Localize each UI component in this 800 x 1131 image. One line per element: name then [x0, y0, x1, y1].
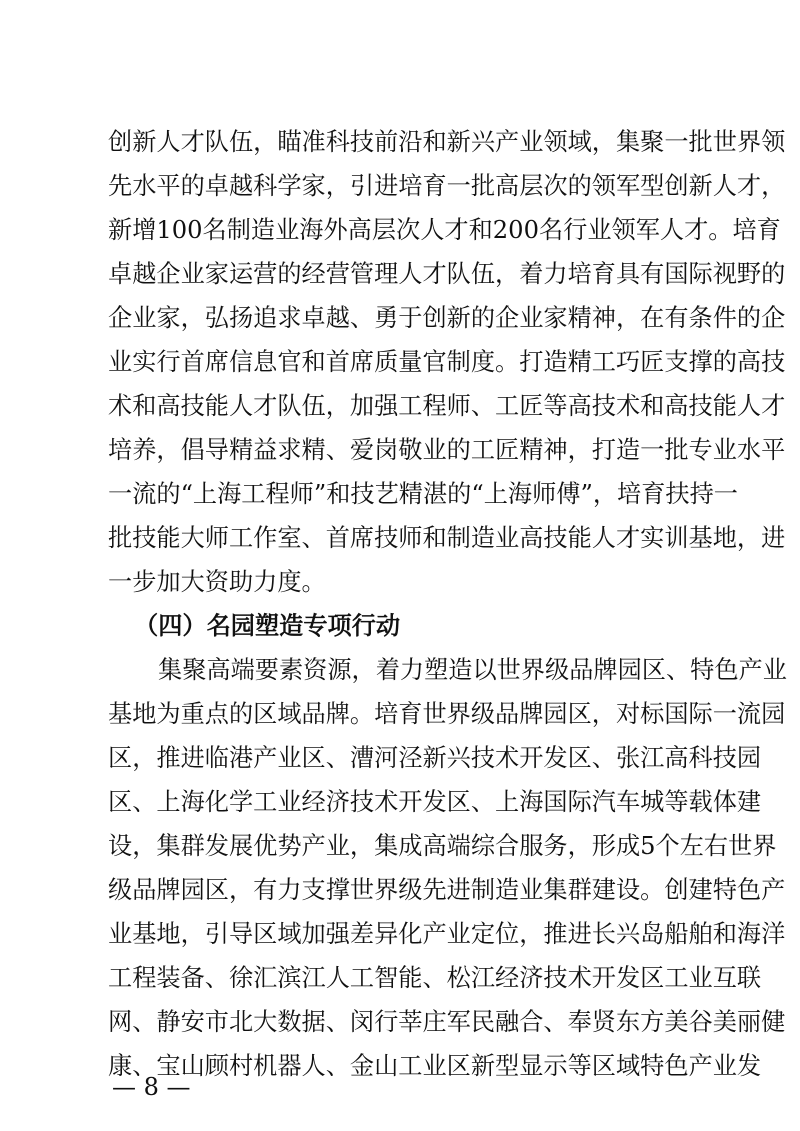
body-text-line: 企业家，弘扬追求卓越、勇于创新的企业家精神，在有条件的企 [108, 304, 786, 332]
body-text-line: 基地为重点的区域品牌。培育世界级品牌园区，对标国际一流园 [108, 700, 786, 728]
body-text-line: 级品牌园区，有力支撑世界级先进制造业集群建设。创建特色产 [108, 876, 786, 904]
body-text-line: 术和高技能人才队伍，加强工程师、工匠等高技术和高技能人才 [108, 392, 786, 420]
body-text-line: 卓越企业家运营的经营管理人才队伍，着力培育具有国际视野的 [108, 260, 786, 288]
body-text-line: 业基地，引导区域加强差异化产业定位，推进长兴岛船舶和海洋 [108, 920, 786, 948]
body-text-line: 业实行首席信息官和首席质量官制度。打造精工巧匠支撑的高技 [108, 348, 786, 376]
body-text-line: 设，集群发展优势产业，集成高端综合服务，形成5个左右世界 [108, 832, 777, 860]
body-text-line: 一流的“上海工程师”和技艺精湛的“上海师傅”，培育扶持一 [108, 480, 738, 508]
body-text-line: 培养，倡导精益求精、爱岗敬业的工匠精神，打造一批专业水平 [108, 436, 786, 464]
body-text-line: 批技能大师工作室、首席技师和制造业高技能人才实训基地，进 [108, 524, 786, 552]
body-text-line: 创新人才队伍，瞄准科技前沿和新兴产业领域，集聚一批世界领 [108, 128, 786, 156]
body-text-line: 区、上海化学工业经济技术开发区、上海国际汽车城等载体建 [108, 788, 762, 816]
paragraph-first-line: 集聚高端要素资源，着力塑造以世界级品牌园区、特色产业 [158, 656, 787, 684]
body-text-line: 一步加大资助力度。 [108, 568, 326, 596]
page-number: — 8 — [112, 1073, 191, 1101]
body-text-line: 网、静安市北大数据、闵行莘庄军民融合、奉贤东方美谷美丽健 [108, 1008, 786, 1036]
body-text-line: 区，推进临港产业区、漕河泾新兴技术开发区、张江高科技园 [108, 744, 762, 772]
body-text-line: 新增100名制造业海外高层次人才和200名行业领军人才。培育 [108, 216, 781, 244]
body-text-line: 先水平的卓越科学家，引进培育一批高层次的领军型创新人才， [108, 172, 786, 200]
body-text-line: 康、宝山顾村机器人、金山工业区新型显示等区域特色产业发 [108, 1052, 762, 1080]
section-heading: （四）名园塑造专项行动 [134, 611, 401, 640]
body-text-line: 工程装备、徐汇滨江人工智能、松江经济技术开发区工业互联 [108, 964, 762, 992]
